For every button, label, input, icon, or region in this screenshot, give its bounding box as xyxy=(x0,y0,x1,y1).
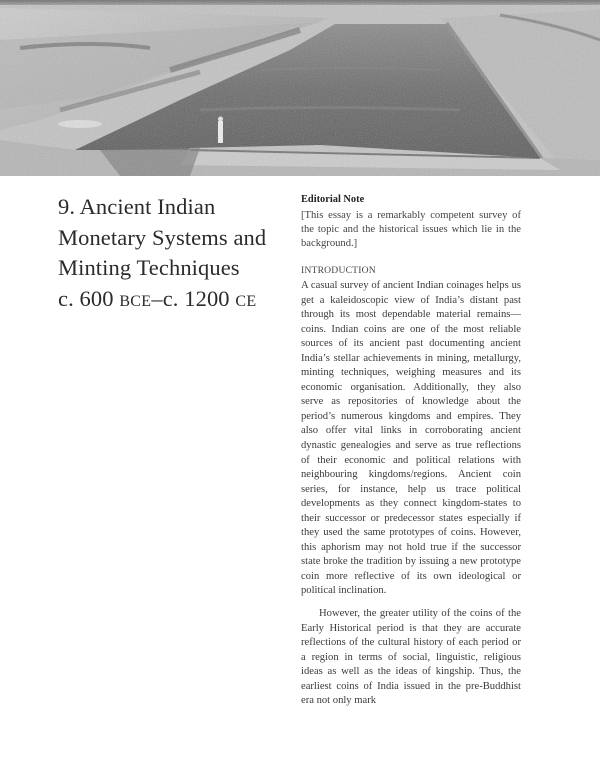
chapter-title-line2: Monetary Systems and xyxy=(58,224,267,250)
editorial-note-body: [This essay is a remarkably competent survey of the topic and the historical issues which lie in the background.] xyxy=(301,210,521,249)
era-ce: CE xyxy=(235,292,257,310)
introduction-heading: INTRODUCTION xyxy=(301,265,376,276)
body-column xyxy=(301,193,521,709)
chapter-title xyxy=(58,192,298,317)
date-start: c. 600 xyxy=(58,285,120,311)
introduction-paragraph-1: A casual survey of ancient Indian coinages helps us get a kaleidoscopic view of India’s distant past through its most dependable material remains—coins. Indian coins are one of the most reliable sources of its ancient past documenting ancient India’s stellar achievements in mining, metallurgy, minting techniques, weighing measures and its economic organisation. Additionally, they also serve as repositories of knowledge about the period’s numerous kingdoms and empires. They also offer vital links in corroborating ancient dynastic genealogies and serve as true reflections of their economic and political relations with neighbouring kingdoms/regions. Ancient coin series, for instance, help us trace political developments as they connect kingdom-states to their successor or predecessor states especially if they used the same prototypes of coins. However, this aphorism may not hold true if the successor state broke the tradition by issuing a new prototype coin more reflective of its own ideological or political inclination. xyxy=(301,280,521,597)
date-separator: – xyxy=(151,285,163,311)
chapter-title-line1: Ancient Indian xyxy=(79,194,216,219)
header-photo xyxy=(0,0,600,176)
editorial-note-heading: Editorial Note xyxy=(301,194,365,205)
era-bce: BCE xyxy=(119,292,152,310)
introduction-paragraph-2: However, the greater utility of the coins of the Early Historical period is that they are accurate reflections of the cultural history of each period or a region in terms of social, linguistic, religious ideas as well as the ideas of kingship. Thus, the earliest coins of India issued in the pre-Buddhist era not only mark xyxy=(301,608,521,707)
date-end: c. 1200 xyxy=(162,285,236,311)
chapter-number: 9. xyxy=(58,194,76,219)
chapter-title-line3: Minting Techniques xyxy=(58,255,240,280)
tank-photo-illustration xyxy=(0,0,600,176)
chapter-date-range xyxy=(58,286,256,311)
